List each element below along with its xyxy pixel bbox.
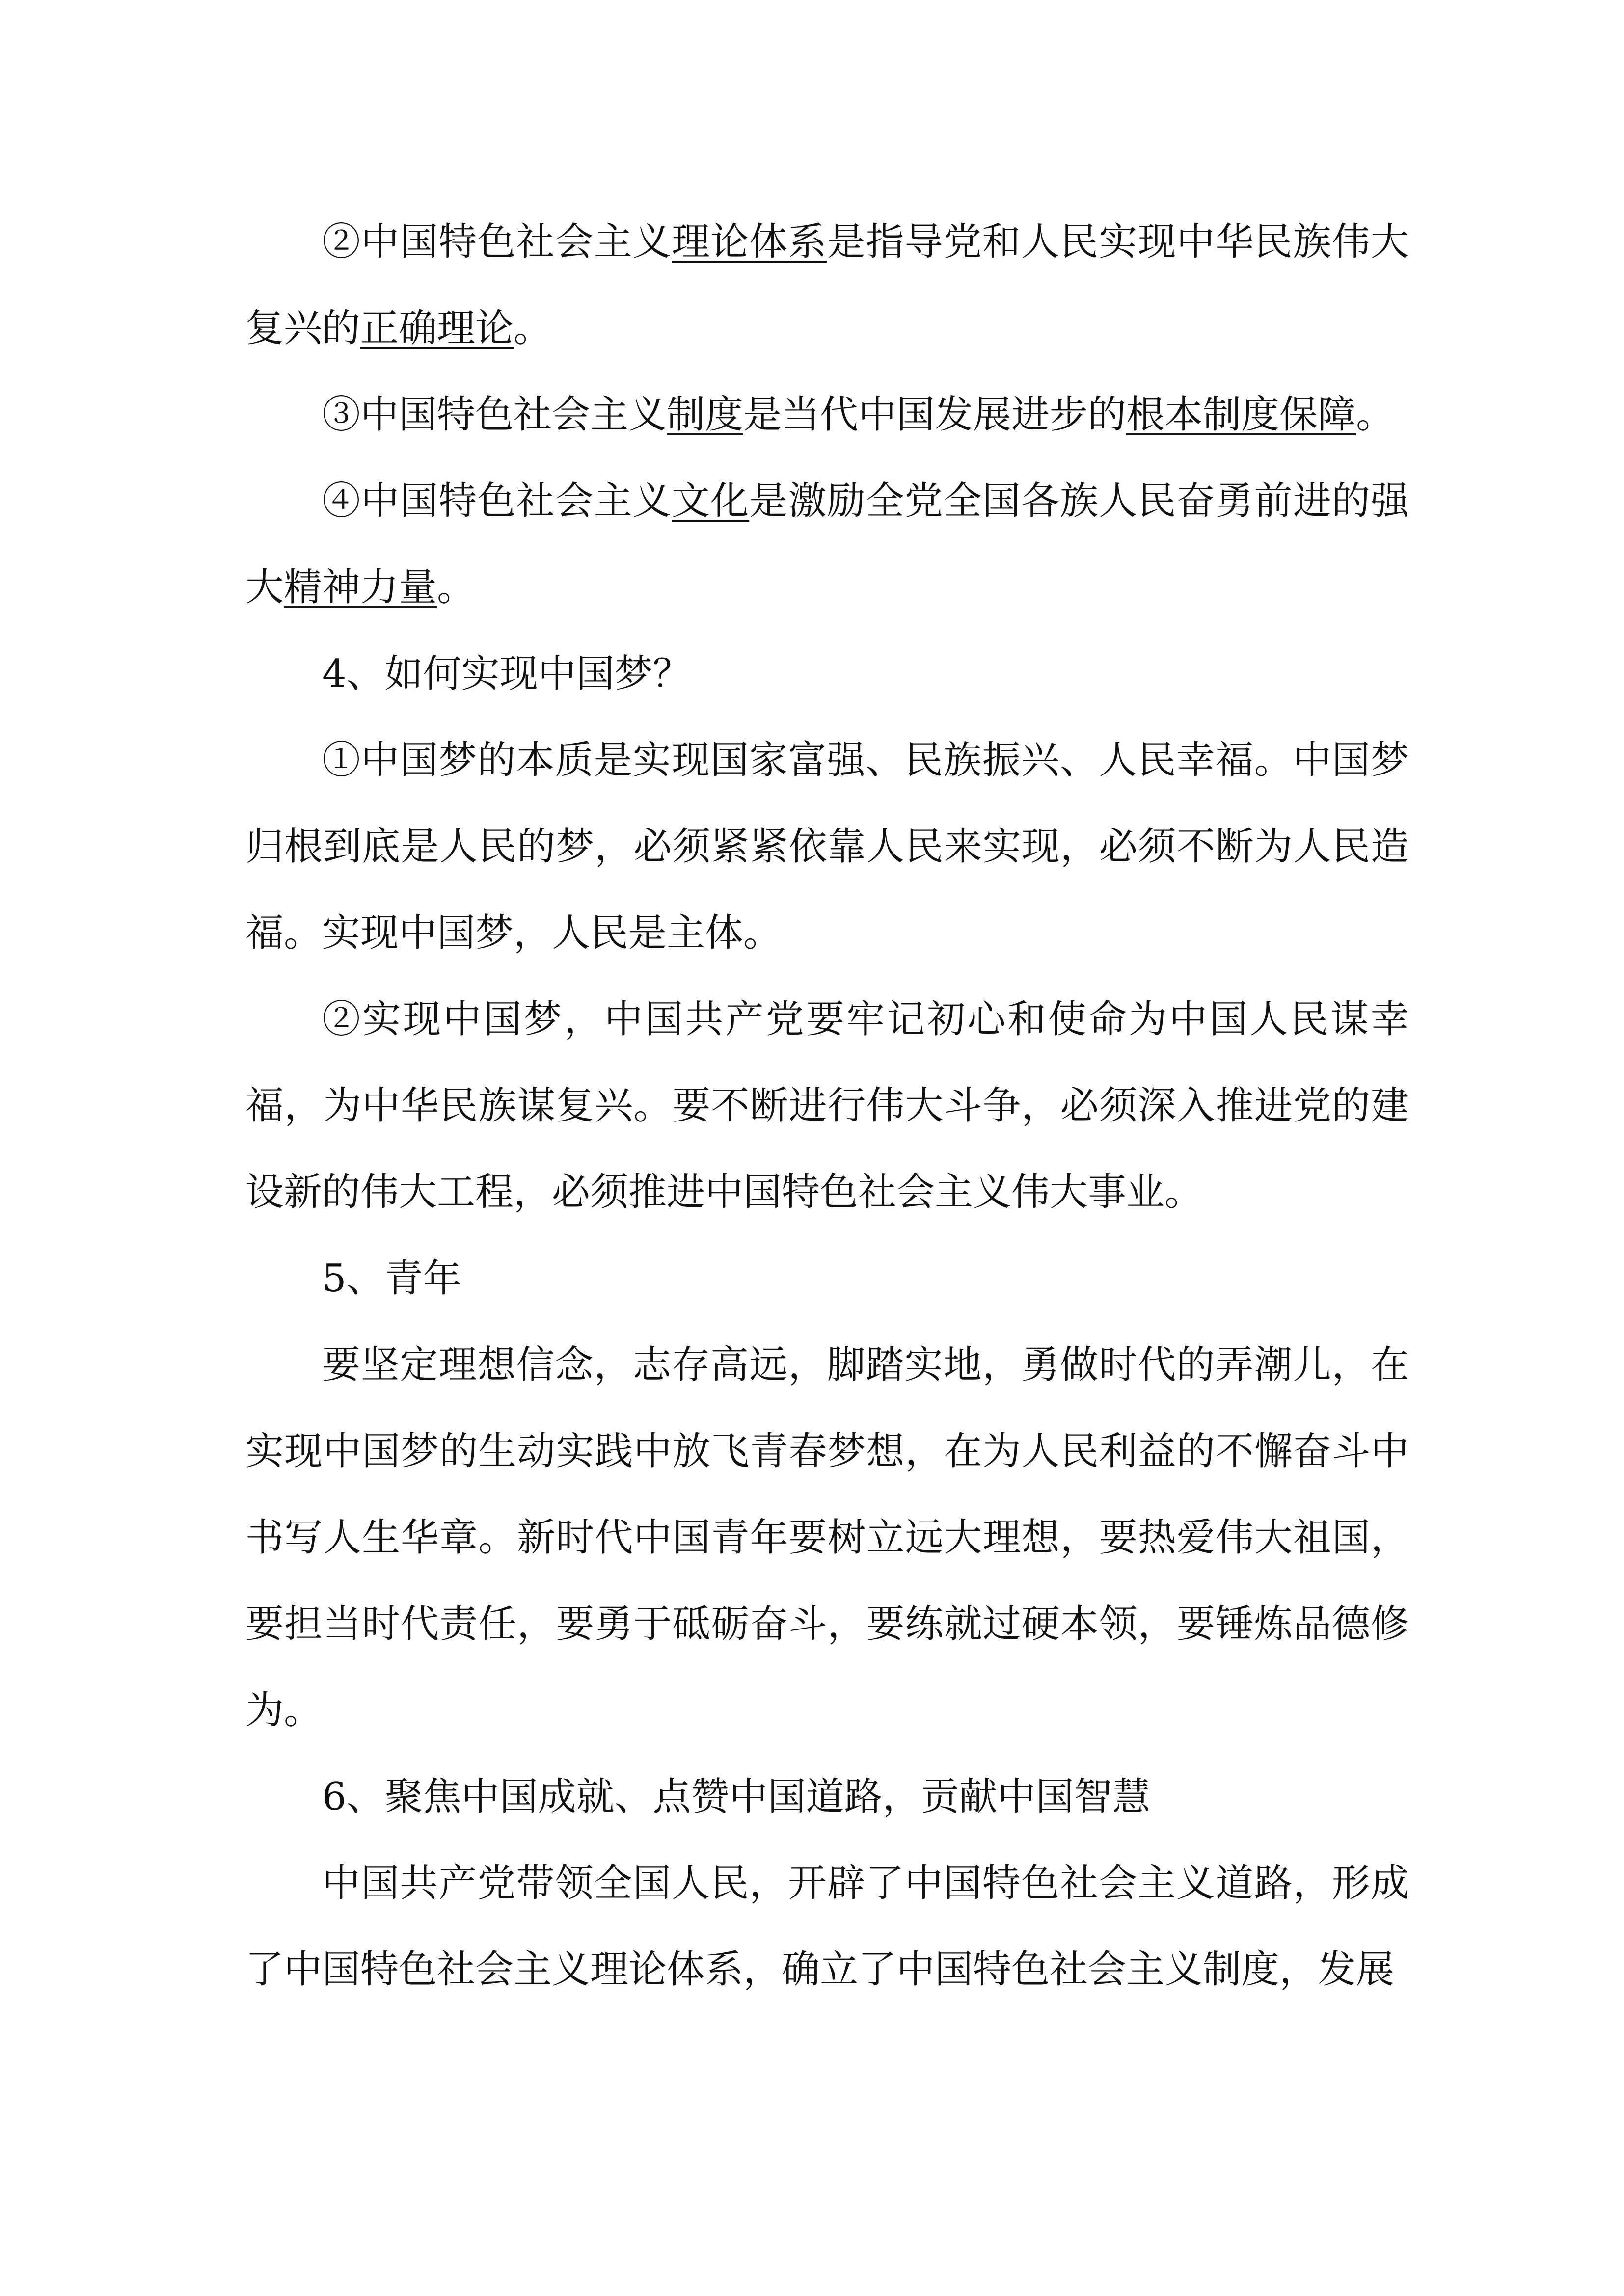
text-segment: 要坚定理想信念，志存高远，脚踏实地，勇做时代的弄潮儿，在实现中国梦的生动实践中放飞青春梦想，在为人民利益的不懈奋斗中书写人生华章。新时代中国青年要树立远大理想，要热爱伟大祖国，要担当时代责任，要勇于砥砺奋斗，要练就过硬本领，要锤炼品德修为。 <box>245 1343 1409 1733</box>
text-segment: ②实现中国梦，中国共产党要牢记初心和使命为中国人民谋幸福，为中华民族谋复兴。要不断进行伟大斗争，必须深入推进党的建设新的伟大工程，必须推进中国特色社会主义伟大事业。 <box>245 997 1409 1214</box>
text-segment: ②中国特色社会主义 <box>322 220 672 264</box>
underlined-term: 根本制度保障 <box>1126 393 1356 437</box>
text-segment: 。 <box>1356 393 1395 437</box>
paragraph-party-leadership <box>245 1840 1409 2013</box>
text-segment: 是激励全党全国各族人民奋勇前进的强大 <box>245 479 1409 610</box>
document-body <box>245 199 1409 2013</box>
paragraph-system <box>245 372 1409 458</box>
text-segment: 中国共产党带领全国人民，开辟了中国特色社会主义道路，形成了中国特色社会主义理论体系，确立了中国特色社会主义制度，发展 <box>245 1861 1409 1992</box>
underlined-term: 制度 <box>667 393 744 437</box>
paragraph-party-mission <box>245 976 1409 1235</box>
heading-text: 6、聚焦中国成就、点赞中国道路，贡献中国智慧 <box>322 1775 1151 1819</box>
underlined-term: 文化 <box>672 479 750 523</box>
heading-text: 4、如何实现中国梦？ <box>322 652 691 696</box>
underlined-term: 理论体系 <box>672 220 827 264</box>
text-segment: 。 <box>437 565 476 610</box>
text-segment: ④中国特色社会主义 <box>322 479 672 523</box>
text-segment: 。 <box>514 306 552 350</box>
text-segment: ③中国特色社会主义 <box>322 393 667 437</box>
heading-china-achievements <box>245 1754 1409 1840</box>
heading-youth <box>245 1235 1409 1322</box>
text-segment: 是指导党和人民实现中华民族伟大复兴的 <box>245 220 1409 350</box>
text-segment: ①中国梦的本质是实现国家富强、民族振兴、人民幸福。中国梦归根到底是人民的梦，必须紧紧依靠人民来实现，必须不断为人民造福。实现中国梦，人民是主体。 <box>245 738 1409 955</box>
paragraph-culture <box>245 458 1409 631</box>
underlined-term: 精神力量 <box>284 565 437 610</box>
text-segment: 是当代中国发展进步的 <box>743 393 1127 437</box>
paragraph-youth <box>245 1322 1409 1754</box>
paragraph-dream-essence <box>245 717 1409 976</box>
heading-realize-chinese-dream <box>245 631 1409 717</box>
underlined-term: 正确理论 <box>360 306 514 350</box>
paragraph-theory-system <box>245 199 1409 372</box>
heading-text: 5、青年 <box>322 1256 461 1301</box>
